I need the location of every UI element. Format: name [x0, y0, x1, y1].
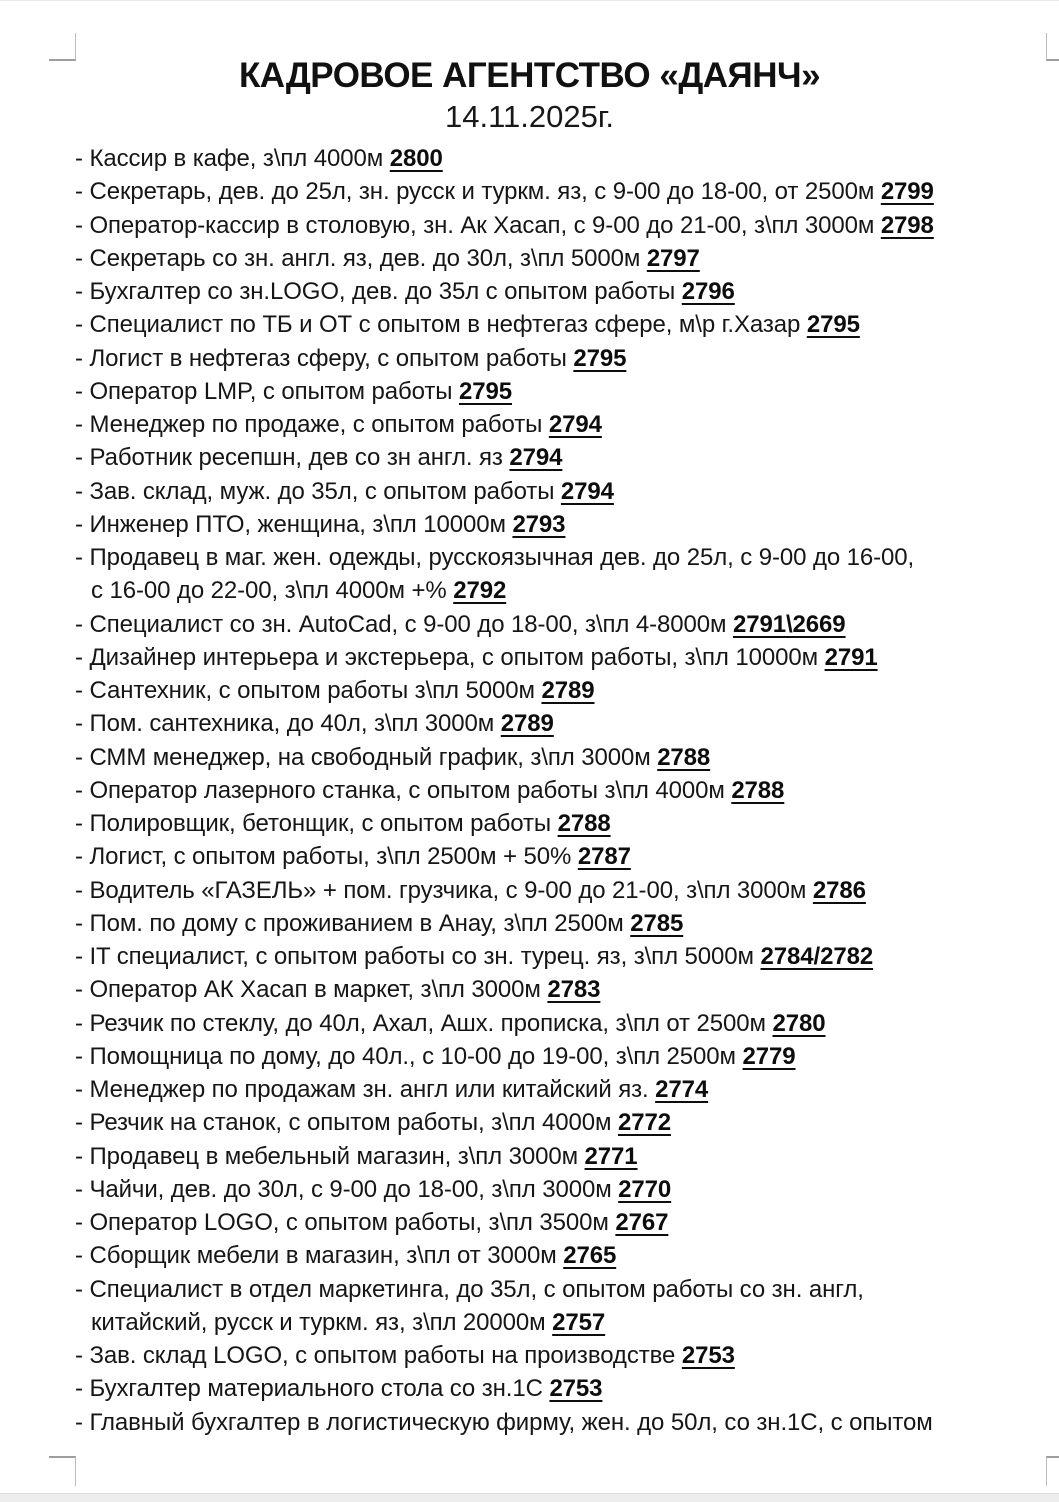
- document-header: [0, 57, 1059, 134]
- vacancy-ref: 2789: [500, 710, 554, 738]
- vacancy-item: - Главный бухгалтер в логистическую фирму, жен. до 50л, со зн.1С, с опытом: [75, 1408, 933, 1436]
- vacancy-item: - Дизайнер интерьера и экстерьера, с опытом работы, з\пл 10000м 2791: [75, 643, 878, 671]
- vacancy-item: - СММ менеджер, на свободный график, з\пл 3000м 2788: [75, 743, 711, 771]
- vacancy-item: - Пом. по дому с проживанием в Анау, з\пл 2500м 2785: [75, 909, 684, 937]
- vacancy-item: - Резчик на станок, с опытом работы, з\пл 4000м 2772: [75, 1109, 671, 1137]
- vacancy-ref: 2795: [459, 377, 512, 405]
- vacancy-item: - Менеджер по продажам зн. англ или китайский яз. 2774: [75, 1076, 709, 1103]
- vacancy-item: - Работник ресепшн, дев со зн англ. яз 2794: [75, 444, 563, 472]
- vacancy-ref: 2788: [657, 743, 711, 771]
- vacancy-ref: 2772: [617, 1109, 671, 1137]
- vacancy-item: - IT специалист, с опытом работы со зн. турец. яз, з\пл 5000м 2784/2782: [75, 943, 874, 970]
- vacancy-ref: 2785: [630, 909, 684, 937]
- vacancy-ref: 2792: [453, 577, 507, 605]
- vacancy-item: - Оператор АК Хасап в маркет, з\пл 3000м 2783: [75, 976, 601, 1004]
- vacancy-item: - Оператор лазерного станка, с опытом работы з\пл 4000м 2788: [75, 776, 785, 804]
- vacancy-ref: 2783: [547, 976, 601, 1004]
- vacancy-item: - Продавец в мебельный магазин, з\пл 3000м 2771: [75, 1142, 638, 1170]
- vacancy-item: - Помощница по дому, до 40л., с 10-00 до 19-00, з\пл 2500м 2779: [75, 1042, 796, 1070]
- vacancy-ref: 2793: [512, 510, 566, 538]
- vacancy-item: - Менеджер по продаже, с опытом работы 2794: [75, 411, 602, 438]
- vacancy-ref: 2794: [548, 411, 602, 438]
- vacancy-ref: 2791\2669: [732, 610, 846, 638]
- vacancy-ref: 2788: [557, 810, 611, 837]
- vacancy-item: - Сантехник, с опытом работы з\пл 5000м 2789: [75, 677, 595, 704]
- vacancy-ref: 2797: [646, 244, 700, 272]
- vacancy-ref: 2786: [812, 876, 866, 904]
- vacancy-item: - Продавец в маг. жен. одежды, русскоязычная дев. до 25л, с 9-00 до 16-00, с 16-00 до 22-00, з\пл 4000м +% 2792: [75, 544, 915, 605]
- vacancy-item: - Логист в нефтегаз сферу, с опытом работы 2795: [75, 344, 627, 372]
- vacancy-ref: 2800: [389, 145, 443, 172]
- vacancy-item: - Полировщик, бетонщик, с опытом работы 2788: [75, 810, 611, 837]
- vacancy-ref: 2757: [552, 1308, 606, 1336]
- page-title: КАДРОВОЕ АГЕНТСТВО «ДАЯНЧ»: [238, 56, 821, 95]
- vacancy-ref: 2787: [577, 843, 631, 871]
- vacancy-item: - Логист, с опытом работы, з\пл 2500м + 50% 2787: [75, 843, 631, 871]
- vacancy-ref: 2780: [772, 1009, 826, 1037]
- vacancy-item: - Сборщик мебели в магазин, з\пл от 3000м 2765: [75, 1242, 617, 1270]
- vacancy-item: - Инженер ПТО, женщина, з\пл 10000м 2793: [75, 510, 566, 538]
- vacancy-ref: 2753: [549, 1375, 603, 1403]
- vacancy-ref: 2784/2782: [760, 943, 874, 970]
- vacancy-item: - Специалист со зн. AutoCad, с 9-00 до 18-00, з\пл 4-8000м 2791\2669: [75, 610, 846, 638]
- vacancy-ref: 2753: [681, 1342, 735, 1369]
- bottom-bar: [0, 1493, 1059, 1502]
- vacancy-ref: 2765: [563, 1242, 617, 1270]
- vacancy-item: - Специалист в отдел маркетинга, до 35л, с опытом работы со зн. англ, китайский, русск и туркм. яз, з\пл 20000м 2757: [75, 1275, 864, 1336]
- vacancy-ref: 2796: [681, 278, 735, 305]
- document-date: 14.11.2025г.: [445, 99, 614, 134]
- margin-mark-bottom-right: [1046, 1456, 1059, 1486]
- vacancy-ref: 2791: [824, 643, 878, 671]
- vacancy-item: - Зав. склад LOGO, с опытом работы на производстве 2753: [75, 1342, 735, 1369]
- vacancy-ref: 2799: [880, 178, 934, 206]
- vacancy-item: - Зав. склад, муж. до 35л, с опытом работы 2794: [75, 477, 614, 505]
- vacancy-ref: 2794: [560, 477, 614, 505]
- margin-mark-top-left: [49, 33, 76, 61]
- vacancy-item: - Секретарь со зн. англ. яз, дев. до 30л, з\пл 5000м 2797: [75, 244, 700, 272]
- vacancy-item: - Водитель «ГАЗЕЛЬ» + пом. грузчика, с 9-00 до 21-00, з\пл 3000м 2786: [75, 876, 866, 904]
- vacancy-ref: 2788: [731, 776, 785, 804]
- vacancy-item: - Резчик по стеклу, до 40л, Ахал, Ашх. прописка, з\пл от 2500м 2780: [75, 1009, 826, 1037]
- vacancy-ref: 2767: [615, 1209, 669, 1236]
- margin-mark-top-right: [1046, 33, 1059, 61]
- vacancy-item: - Кассир в кафе, з\пл 4000м 2800: [75, 145, 443, 172]
- vacancy-list: [75, 142, 1041, 1439]
- vacancy-item: - Секретарь, дев. до 25л, зн. русск и туркм. яз, с 9-00 до 18-00, от 2500м 2799: [75, 178, 934, 206]
- vacancy-item: - Оператор LMP, с опытом работы 2795: [75, 377, 512, 405]
- vacancy-ref: 2798: [880, 211, 934, 239]
- vacancy-ref: 2795: [573, 344, 627, 372]
- vacancy-item: - Специалист по ТБ и ОТ с опытом в нефтегаз сфере, м\р г.Хазар 2795: [75, 311, 860, 339]
- vacancy-ref: 2770: [618, 1175, 672, 1203]
- vacancy-item: - Оператор-кассир в столовую, зн. Ак Хасап, с 9-00 до 21-00, з\пл 3000м 2798: [75, 211, 934, 239]
- vacancy-ref: 2771: [584, 1142, 638, 1170]
- vacancy-item: - Чайчи, дев. до 30л, с 9-00 до 18-00, з\пл 3000м 2770: [75, 1175, 672, 1203]
- vacancy-ref: 2794: [509, 444, 563, 472]
- vacancy-ref: 2779: [742, 1042, 796, 1070]
- vacancy-ref: 2774: [655, 1076, 709, 1103]
- vacancy-item: - Бухгалтер со зн.LOGO, дев. до 35л с опытом работы 2796: [75, 278, 735, 305]
- vacancy-item: - Оператор LOGO, с опытом работы, з\пл 3500м 2767: [75, 1209, 669, 1236]
- margin-mark-bottom-left: [49, 1456, 76, 1486]
- vacancy-ref: 2795: [806, 311, 860, 339]
- vacancy-item: - Бухгалтер материального стола со зн.1С 2753: [75, 1375, 603, 1403]
- vacancy-item: - Пом. сантехника, до 40л, з\пл 3000м 2789: [75, 710, 554, 738]
- vacancy-ref: 2789: [541, 677, 595, 704]
